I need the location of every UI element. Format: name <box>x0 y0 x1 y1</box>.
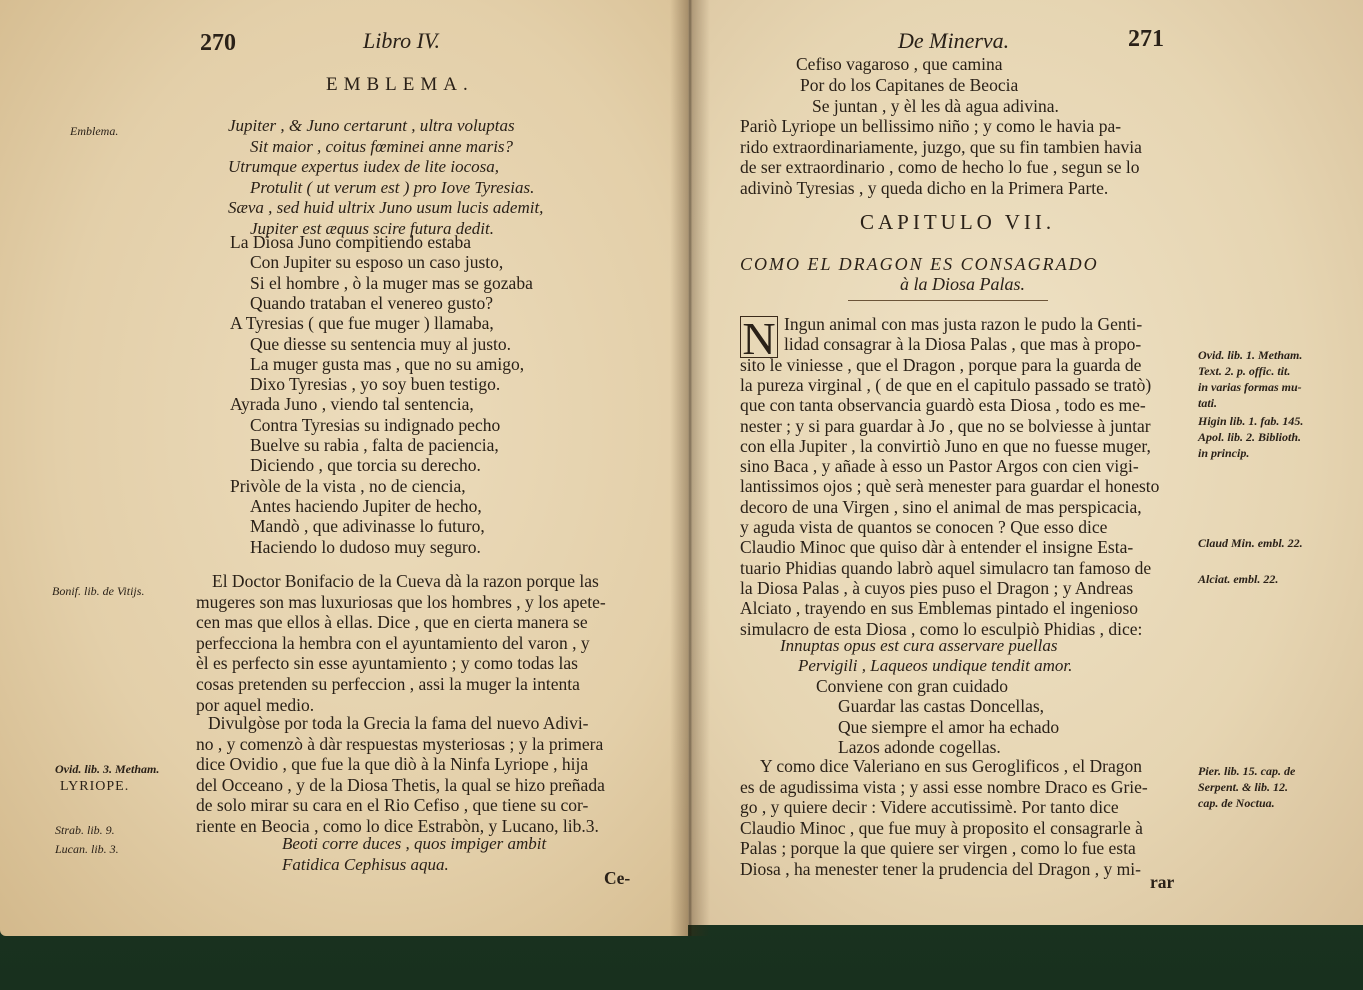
paragraph-line: con ella Jupiter , la convirtiò Juno en que no fuesse muger, <box>740 435 1151 456</box>
left-running-head: Libro IV. <box>363 28 441 53</box>
margin-note-line: in princip. <box>1198 446 1250 460</box>
latin-verse-line: Sit maior , coitus fœminei anne maris? <box>250 136 514 156</box>
chapter-title: CAPITULO VII. <box>860 210 1056 234</box>
paragraph-line: que con tanta observancia guardò esta Diosa , todo es me- <box>740 395 1146 416</box>
spanish-verse-line: Diciendo , que torcia su derecho. <box>250 455 481 476</box>
paragraph-line: la pureza virginal , ( de que en el capitulo passado se tratò) <box>740 374 1152 395</box>
latin-verse-line: Protulit ( ut verum est ) pro Iove Tyresias. <box>250 177 535 197</box>
right-catchword: rar <box>1150 872 1175 892</box>
spanish-verse-line: Lazos adonde cogellas. <box>838 736 1001 757</box>
paragraph-line: El Doctor Bonifacio de la Cueva dà la razon porque las <box>212 571 599 591</box>
spanish-verse-line: Si el hombre , ò la muger mas se gozaba <box>250 272 533 293</box>
paragraph-line: no , y comenzò à dàr respuestas mysteriosas ; y la primera <box>196 733 604 754</box>
spanish-verse-line: Antes haciendo Jupiter de hecho, <box>250 495 482 516</box>
spanish-verse-line: Ayrada Juno , viendo tal sentencia, <box>230 394 474 415</box>
verse-line: Por do los Capitanes de Beocia <box>800 75 1019 95</box>
spanish-verse-line: A Tyresias ( que fue muger ) llamaba, <box>230 313 494 334</box>
paragraph-line: y aguda vista de quantos se conocen ? Que esso dice <box>740 517 1108 537</box>
paragraph-line: tuario Phidias quando labrò aquel simulacro tan famoso de <box>740 557 1152 578</box>
margin-note-line: Apol. lib. 2. Biblioth. <box>1198 430 1302 444</box>
spanish-verse-line: La Diosa Juno compitiendo estaba <box>230 232 472 252</box>
spanish-verse-line: Buelve su rabia , falta de paciencia, <box>250 435 499 455</box>
paragraph-line: Ingun animal con mas justa razon le pudo la Genti- <box>784 314 1143 334</box>
paragraph-line: sito le viniesse , que el Dragon , porque para la guarda de <box>740 354 1142 375</box>
left-catchword: Ce- <box>604 868 631 888</box>
paragraph-line: mugeres son mas luxuriosas que los hombres , y los apete- <box>196 591 606 612</box>
spanish-verse-line: Que siempre el amor ha echado <box>838 716 1060 737</box>
spanish-verse-line: La muger gusta mas , que no su amigo, <box>250 353 525 374</box>
right-page <box>688 0 1363 925</box>
margin-note-line: in varias formas mu- <box>1198 380 1302 394</box>
margin-note-ovid: Ovid. lib. 3. Metham. <box>55 762 160 776</box>
right-page-number: 271 <box>1128 26 1164 52</box>
spanish-verse-line: Quando trataban el venereo gusto? <box>250 292 493 313</box>
latin-verse-line: Utrumque expertus iudex de lite iocosa, <box>228 157 499 176</box>
latin-verse-line: Jupiter , & Juno certarunt , ultra voluptas <box>228 116 515 135</box>
margin-note-strab: Strab. lib. 9. <box>55 823 115 837</box>
spanish-verse-line: Guardar las castas Doncellas, <box>838 696 1045 717</box>
paragraph-line: cen mas que ellos à ellas. Dice , que en cierta manera se <box>196 612 588 633</box>
paragraph-line: por aquel medio. <box>196 694 315 715</box>
paragraph-line: Y como dice Valeriano en sus Geroglificos , el Dragon <box>760 756 1142 776</box>
chapter-subtitle-2: à la Diosa Palas. <box>900 274 1026 294</box>
paragraph-line: rido extraordinariamente, juzgo, que su fin tambien havia <box>740 136 1142 157</box>
spanish-verse-line: Contra Tyresias su indignado pecho <box>250 414 501 435</box>
right-running-head: De Minerva. <box>898 28 1010 53</box>
margin-note-alciat: Alciat. embl. 22. <box>1198 572 1279 586</box>
paragraph-line: Claudio Minoc , que fue muy à proposito el consagrarle à <box>740 817 1143 838</box>
verse-line: Cefiso vagaroso , que camina <box>796 54 1003 74</box>
latin-verse-line: Sæva , sed huid ultrix Juno usum lucis ademit, <box>228 198 544 217</box>
paragraph-line: Divulgòse por toda la Grecia la fama del nuevo Adivi- <box>208 713 589 733</box>
paragraph-line: es de agudissima vista ; y assi esse nombre Draco es Grie- <box>740 776 1148 797</box>
margin-note-lyriope: LYRIOPE. <box>60 779 130 794</box>
margin-note-line: cap. de Noctua. <box>1198 796 1275 810</box>
margin-note-lucan: Lucan. lib. 3. <box>55 842 119 856</box>
verse-line: Se juntan , y èl les dà agua adivina. <box>812 96 1059 116</box>
margin-note-line: Higin lib. 1. fab. 145. <box>1198 414 1304 428</box>
chapter-rule <box>848 300 1048 301</box>
spanish-verse-line: Dixo Tyresias , yo soy buen testigo. <box>250 374 501 395</box>
left-page <box>0 0 688 936</box>
paragraph-line: Pariò Lyriope un bellissimo niño ; y como le havia pa- <box>740 116 1122 136</box>
chapter-subtitle-1: COMO EL DRAGON ES CONSAGRADO <box>740 254 1099 274</box>
paragraph-line: de ser extraordinario , como de hecho lo fue , segun se lo <box>740 157 1140 178</box>
paragraph-line: de solo mirar su cara en el Rio Cefiso , que tiene su cor- <box>196 795 589 816</box>
spanish-verse-line: Con Jupiter su esposo un caso justo, <box>250 252 504 273</box>
emblema-heading: EMBLEMA. <box>326 74 474 95</box>
latin-verse-line: Innuptas opus est cura asservare puellas <box>780 636 1058 655</box>
paragraph-line: Alciato , trayendo en sus Emblemas pintado el ingenioso <box>740 598 1139 619</box>
spanish-verse-line: Haciendo lo dudoso muy seguro. <box>250 536 481 557</box>
paragraph-line: la Diosa Palas , à cuyos pies puso el Dragon ; y Andreas <box>740 577 1134 598</box>
spanish-verse-line: Mandò , que adivinasse lo futuro, <box>250 516 485 537</box>
paragraph-line: sino Baca , y añade à esso un Pastor Argos con cien vigi- <box>740 456 1139 477</box>
margin-note-line: Text. 2. p. offic. tit. <box>1198 364 1291 378</box>
paragraph-line: lidad consagrar à la Diosa Palas , que mas à propo- <box>784 334 1142 355</box>
spanish-verse-line: Privòle de la vista , no de ciencia, <box>230 475 466 496</box>
margin-note-bonif: Bonif. lib. de Vitijs. <box>52 584 145 598</box>
paragraph-line: del Occeano , y de la Diosa Thetis, la qual se hizo preñada <box>196 774 605 795</box>
latin-end-line: Fatidica Cephisus aqua. <box>282 855 449 874</box>
paragraph-line: riente en Beocia , como lo dice Estrabòn, y Lucano, lib.3. <box>196 816 599 836</box>
margin-note-claud: Claud Min. embl. 22. <box>1198 536 1303 550</box>
paragraph-line: go , y quiere decir : Videre accutissimè. Por tanto dice <box>740 797 1119 818</box>
drop-cap: N <box>740 316 778 358</box>
paragraph-line: lantissimos ojos ; què serà menester para guardar el honesto <box>740 476 1160 497</box>
paragraph-line: decoro de una Virgen , sino el animal de mas perspicacia, <box>740 496 1142 517</box>
paragraph-line: simulacro de esta Diosa , como lo esculpiò Phidias , dice: <box>740 618 1143 639</box>
latin-verse-line: Pervigili , Laqueos undique tendit amor. <box>798 656 1073 676</box>
margin-note-line: Serpent. & lib. 12. <box>1198 780 1289 794</box>
paragraph-line: dice Ovidio , que fue la que diò à la Ninfa Lyriope , hija <box>196 754 589 775</box>
left-page-number: 270 <box>200 30 236 56</box>
paragraph-line: Diosa , ha menester tener la prudencia del Dragon , y mi- <box>740 859 1141 879</box>
margin-note-line: Pier. lib. 15. cap. de <box>1198 764 1296 778</box>
latin-verse-line: Jupiter est æquus scire futura dedit. <box>250 218 494 238</box>
spanish-verse-line: Que diesse su sentencia muy al justo. <box>250 333 511 354</box>
paragraph-line: Claudio Minoc que quiso dàr à entender el insigne Esta- <box>740 537 1134 558</box>
latin-end-line: Beoti corre duces , quos impiger ambit <box>282 834 547 853</box>
margin-note-emblema: Emblema. <box>70 124 119 138</box>
paragraph-line: èl es perfecto sin esse ayuntamiento ; y como todas las <box>196 653 578 674</box>
margin-note-line: Ovid. lib. 1. Metham. <box>1198 348 1303 362</box>
paragraph-line: Palas ; porque la que quiere ser virgen , como lo fue esta <box>740 838 1136 859</box>
paragraph-line: nester ; y si para guardar à Jo , que no se bolviesse à juntar <box>740 415 1151 436</box>
margin-note-line: tati. <box>1198 396 1218 410</box>
paragraph-line: adivinò Tyresias , y queda dicho en la Primera Parte. <box>740 177 1109 198</box>
paragraph-line: perfecciona la hembra con el ayuntamiento del varon , y <box>196 632 590 653</box>
paragraph-line: cosas pretenden su perfeccion , assi la muger la intenta <box>196 674 580 694</box>
spanish-verse-line: Conviene con gran cuidado <box>816 676 1008 696</box>
